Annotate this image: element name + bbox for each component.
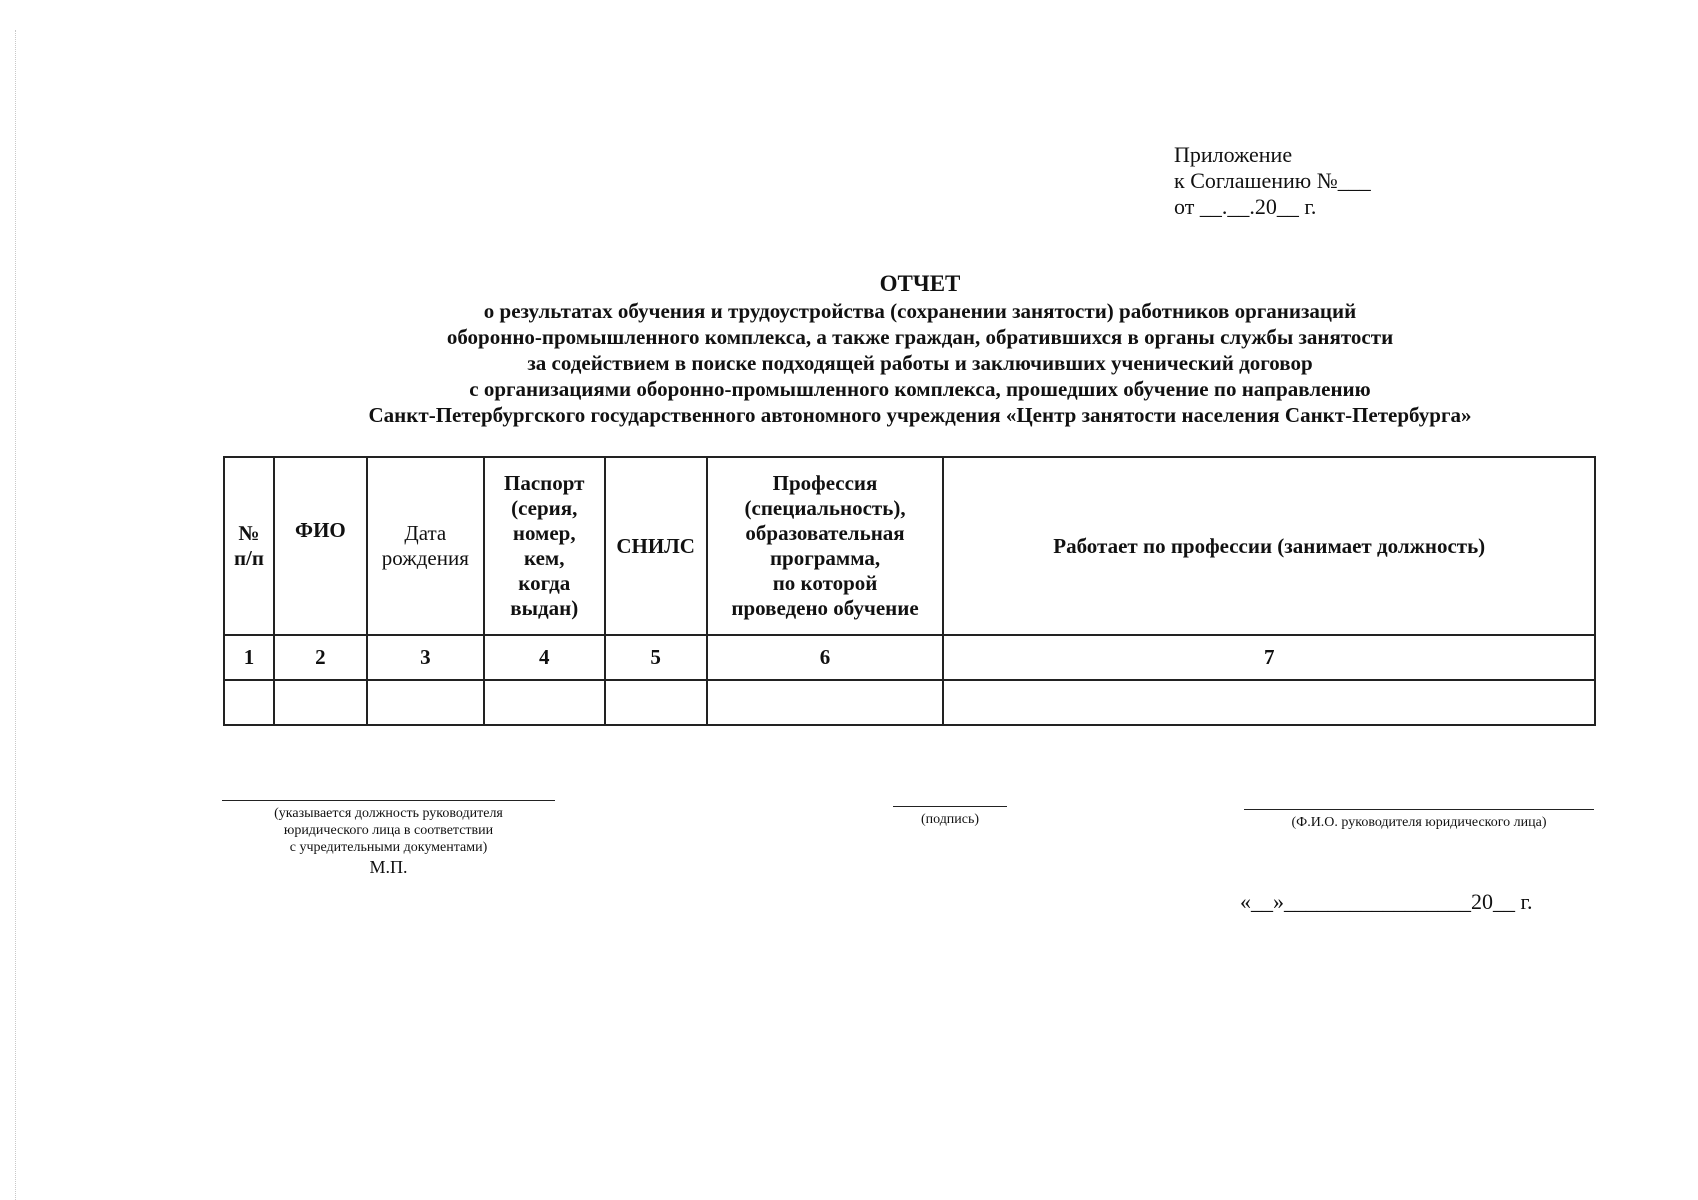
- stamp-place: М.П.: [369, 857, 408, 877]
- empty-cell[interactable]: [484, 680, 605, 725]
- appendix-line-1: Приложение: [1174, 142, 1293, 167]
- empty-cell[interactable]: [707, 680, 944, 725]
- empty-cell[interactable]: [274, 680, 367, 725]
- signature-caption: (подпись): [920, 812, 980, 827]
- table-column-numbers-row: [224, 635, 1595, 680]
- empty-cell[interactable]: [605, 680, 707, 725]
- column-number-7: 7: [943, 635, 1595, 680]
- header-employment: Работает по профессии (занимает должность): [943, 457, 1595, 635]
- appendix-line-2: к Соглашению №___: [1174, 168, 1371, 193]
- column-number-6: 6: [707, 635, 944, 680]
- header-number: № п/п: [224, 457, 274, 635]
- table-header-row: [224, 457, 1595, 635]
- header-profession: Профессия (специальность), образовательная программа, по которой проведено обучение: [707, 457, 944, 635]
- name-caption: (Ф.И.О. руководителя юридического лица): [1291, 815, 1547, 830]
- table-empty-row: [224, 680, 1595, 725]
- signature-date: «__»_________________20__ г.: [1240, 889, 1533, 914]
- appendix-line-3: от __.__.20__ г.: [1174, 194, 1317, 219]
- empty-cell[interactable]: [943, 680, 1595, 725]
- report-subtitle-line-1: о результатах обучения и трудоустройства (сохранении занятости) работников организаций: [483, 299, 1357, 323]
- report-subtitle-line-5: Санкт-Петербургского государственного автономного учреждения «Центр занятости населения Санкт-Петербурга»: [368, 403, 1472, 427]
- column-number-4: 4: [484, 635, 605, 680]
- position-caption-line-2: юридического лица в соответствии: [283, 823, 494, 838]
- header-passport: Паспорт (серия, номер, кем, когда выдан): [484, 457, 605, 635]
- name-signature-block: [1244, 809, 1594, 831]
- appendix-note: [1174, 142, 1371, 220]
- report-title-block: [240, 270, 1600, 428]
- position-caption-line-1: (указывается должность руководителя: [274, 806, 503, 821]
- header-full-name: ФИО: [274, 457, 367, 635]
- report-title: ОТЧЕТ: [879, 271, 961, 296]
- empty-cell[interactable]: [367, 680, 484, 725]
- report-table: [223, 456, 1596, 726]
- header-snils: СНИЛС: [605, 457, 707, 635]
- position-signature-block: [222, 800, 555, 878]
- report-subtitle-line-2: оборонно-промышленного комплекса, а также граждан, обратившихся в органы службы занятости: [446, 325, 1394, 349]
- signature-line: [893, 806, 1007, 807]
- position-line: [222, 800, 555, 801]
- position-caption-line-3: с учредительными документами): [289, 840, 488, 855]
- empty-cell[interactable]: [224, 680, 274, 725]
- column-number-2: 2: [274, 635, 367, 680]
- column-number-5: 5: [605, 635, 707, 680]
- report-subtitle-line-4: с организациями оборонно-промышленного комплекса, прошедших обучение по направлению: [469, 377, 1371, 401]
- column-number-3: 3: [367, 635, 484, 680]
- page-edge-line: [15, 30, 16, 1200]
- name-line: [1244, 809, 1594, 810]
- header-birth-date: Дата рождения: [367, 457, 484, 635]
- signature-block: [893, 806, 1007, 828]
- report-subtitle-line-3: за содействием в поиске подходящей работы и заключивших ученический договор: [527, 351, 1313, 375]
- column-number-1: 1: [224, 635, 274, 680]
